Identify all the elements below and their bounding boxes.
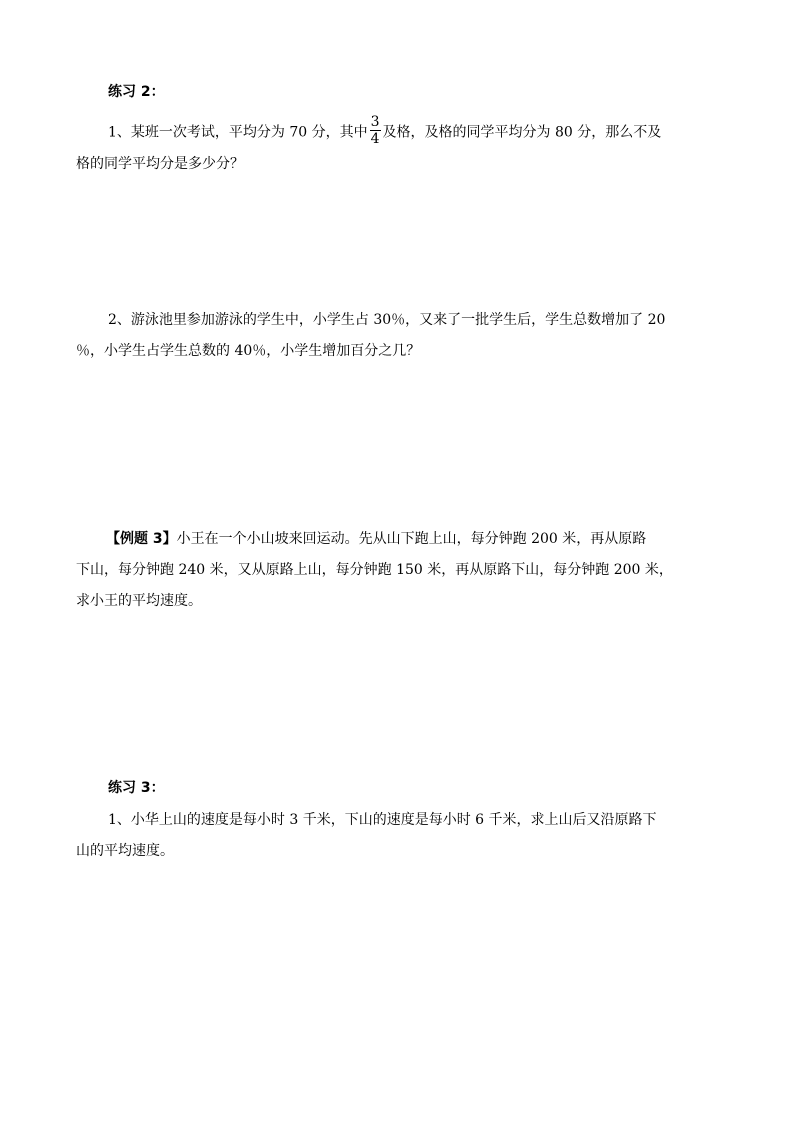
- q1-text-after-fraction: 及格，及格的同学平均分为 80 分，那么不及: [382, 124, 662, 141]
- practice-2-q1-line2: 格的同学平均分是多少分？: [76, 156, 244, 172]
- fraction-numerator: 3: [370, 114, 380, 130]
- fraction-three-quarters: [370, 115, 381, 146]
- fraction-denominator: 4: [370, 131, 380, 147]
- example-3-line1: [106, 529, 646, 549]
- practice-2-q2-line2: ％，小学生占学生总数的 40％，小学生增加百分之几？: [76, 343, 421, 359]
- example-3-label: 【例题 3】: [106, 531, 177, 547]
- practice-3-q1-line2: 山的平均速度。: [76, 843, 174, 859]
- example-3-line3: 求小王的平均速度。: [76, 593, 202, 609]
- example-3-line2: 下山，每分钟跑 240 米，又从原路上山，每分钟跑 150 米，再从原路下山，每分钟跑 200 米，: [76, 562, 673, 578]
- practice-3-q1-line1: 1、小华上山的速度是每小时 3 千米，下山的速度是每小时 6 千米，求上山后又沿原路下: [108, 812, 657, 828]
- q1-text-before-fraction: 1、某班一次考试，平均分为 70 分，其中: [108, 124, 368, 141]
- practice-3-heading: 练习 3：: [108, 780, 165, 796]
- example-3-line1-text: 小王在一个小山坡来回运动。先从山下跑上山，每分钟跑 200 米，再从原路: [176, 531, 647, 547]
- practice-2-q1-line1: [108, 114, 662, 148]
- practice-2-heading: 练习 2：: [108, 84, 165, 100]
- practice-2-q2-line1: 2、游泳池里参加游泳的学生中，小学生占 30％，又来了一批学生后，学生总数增加了 20: [108, 312, 666, 328]
